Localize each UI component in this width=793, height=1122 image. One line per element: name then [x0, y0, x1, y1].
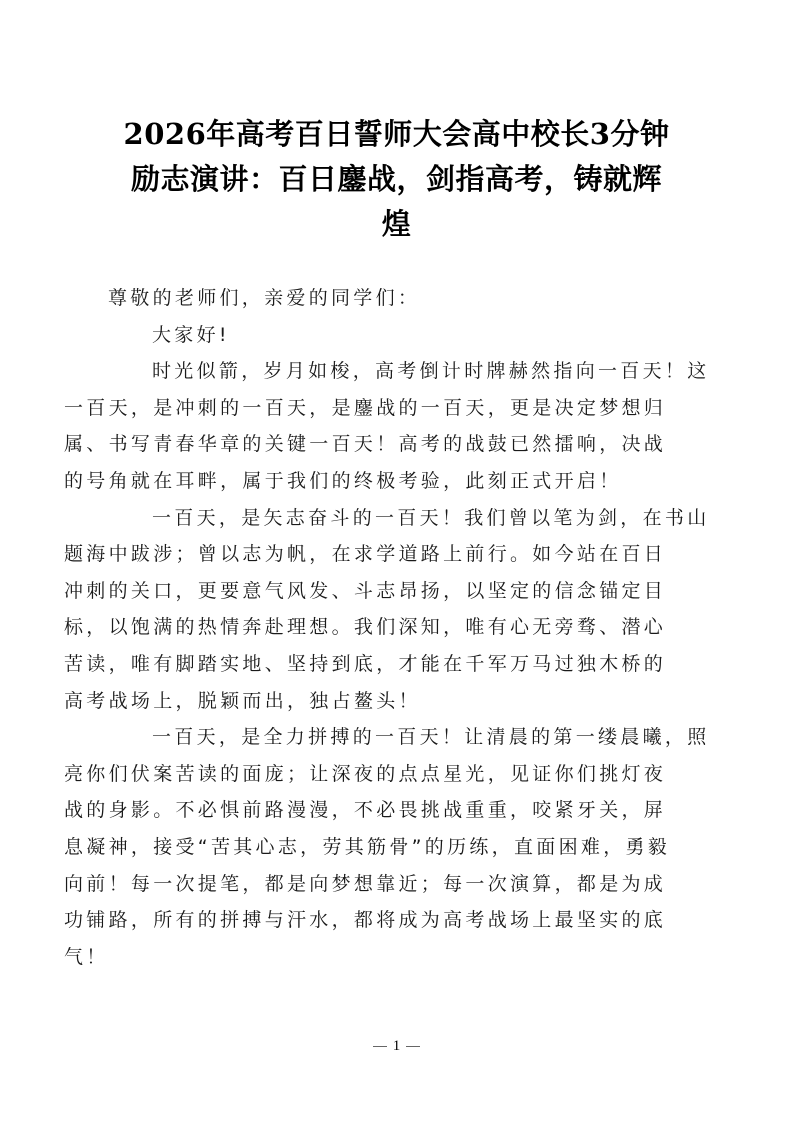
- text-line: 向前！每一次提笔，都是向梦想靠近；每一次演算，都是为成: [64, 872, 667, 895]
- text-line: 的号角就在耳畔，属于我们的终极考验，此刻正式开启！: [64, 469, 622, 492]
- text-line: 一百天，是全力拼搏的一百天！让清晨的第一缕晨曦，照: [152, 726, 710, 749]
- title-line: 励志演讲：百日鏖战，剑指高考，铸就辉: [130, 162, 662, 196]
- text-line: 时光似箭，岁月如梭，高考倒计时牌赫然指向一百天！这: [152, 360, 710, 383]
- salutation: [108, 280, 689, 317]
- footer-dash-left: [373, 1046, 387, 1047]
- text-line: 大家好!: [152, 323, 230, 346]
- document-body: [64, 280, 710, 975]
- footer-dash-right: [406, 1046, 420, 1047]
- text-line: 一百天，是矢志奋斗的一百天！我们曾以笔为剑，在书山: [152, 506, 710, 529]
- text-line: 战的身影。不必惧前路漫漫，不必畏挑战重重，咬紧牙关，屏: [64, 799, 667, 822]
- page-footer: [0, 1038, 793, 1055]
- paragraph-greeting: [108, 317, 689, 354]
- text-line: 冲刺的关口，更要意气风发、斗志昂扬，以坚定的信念锚定目: [64, 579, 667, 602]
- title-line: 2026年高考百日誓师大会高中校长3分钟: [123, 117, 670, 151]
- text-line: 一百天，是冲刺的一百天，是鏖战的一百天，更是决定梦想归: [64, 396, 667, 419]
- text-line: 气！: [64, 945, 109, 968]
- text-line: 属、书写青春华章的关键一百天！高考的战鼓已然擂响，决战: [64, 433, 667, 456]
- text-line: 息凝神，接受“苦其心志，劳其筋骨”的历练，直面困难，勇毅: [64, 835, 671, 858]
- page-number: 1: [392, 1038, 401, 1054]
- text-line: 尊敬的老师们，亲爱的同学们：: [108, 287, 421, 309]
- text-line: 功铺路，所有的拼搏与汗水，都将成为高考战场上最坚实的底: [64, 909, 667, 932]
- paragraph-fight: [64, 719, 710, 975]
- text-line: 标，以饱满的热情奔赴理想。我们深知，唯有心无旁骛、潜心: [64, 616, 667, 639]
- text-line: 题海中跋涉；曾以志为帆，在求学道路上前行。如今站在百日: [64, 543, 667, 566]
- text-line: 苦读，唯有脚踏实地、坚持到底，才能在千军万马过独木桥的: [64, 652, 667, 675]
- paragraph-intro: [64, 353, 710, 499]
- text-line: 高考战场上，脱颖而出，独占鳌头！: [64, 689, 421, 712]
- document-title: [100, 112, 693, 247]
- title-line: 煌: [381, 207, 412, 241]
- text-line: 亮你们伏案苦读的面庞；让深夜的点点星光，见证你们挑灯夜: [64, 762, 667, 785]
- paragraph-strive: [64, 500, 710, 720]
